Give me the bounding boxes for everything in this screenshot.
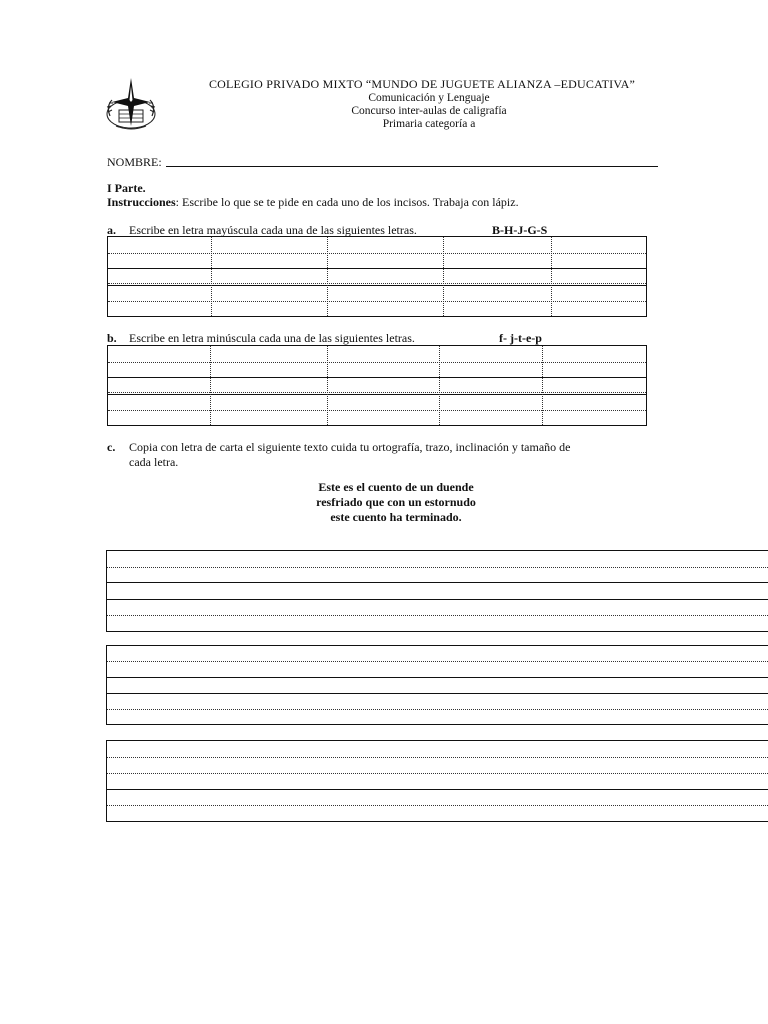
section-c-marker: c. <box>107 440 116 454</box>
guide-line <box>107 709 768 710</box>
guide-line <box>107 615 768 616</box>
copy-writing-box-2[interactable] <box>106 645 768 725</box>
guide-line <box>108 253 646 254</box>
guide-line <box>108 392 646 393</box>
base-line <box>107 677 768 678</box>
guide-line <box>107 773 768 774</box>
school-name: COLEGIO PRIVADO MIXTO “MUNDO DE JUGUETE ALIANZA –EDUCATIVA” <box>208 77 636 91</box>
contest-title: Concurso inter-aulas de caligrafía <box>351 105 507 117</box>
base-line <box>108 285 646 286</box>
section-c-instruction-line1: Copia con letra de carta el siguiente texto cuida tu ortografía, trazo, inclinación y tamaño de <box>129 440 571 454</box>
section-a-letters: B-H-J-G-S <box>492 223 548 237</box>
poem-line: este cuento ha terminado. <box>330 510 462 524</box>
guide-line <box>108 410 646 411</box>
guide-line <box>107 567 768 568</box>
cell-divider <box>542 346 543 425</box>
cell-divider <box>327 346 328 425</box>
poem-line: Este es el cuento de un duende <box>318 480 474 494</box>
guide-line <box>107 805 768 806</box>
guide-line <box>108 301 646 302</box>
cell-divider <box>439 346 440 425</box>
copy-writing-box-3[interactable] <box>106 740 768 822</box>
uppercase-writing-grid[interactable] <box>107 236 647 317</box>
guide-line <box>108 283 646 284</box>
section-b-letters: f- j-t-e-p <box>499 331 542 345</box>
base-line <box>107 693 768 694</box>
poem-line: resfriado que con un estornudo <box>316 495 476 509</box>
copy-writing-box-1[interactable] <box>106 550 768 632</box>
base-line <box>107 582 768 583</box>
guide-line <box>107 661 768 662</box>
base-line <box>108 394 646 395</box>
section-b-marker: b. <box>107 331 117 345</box>
cell-divider <box>443 237 444 316</box>
part-title: I Parte. <box>107 181 146 195</box>
base-line <box>108 268 646 269</box>
category-title: Primaria categoría a <box>382 118 476 130</box>
cell-divider <box>210 346 211 425</box>
cell-divider <box>551 237 552 316</box>
section-c-instruction-line2: cada letra. <box>129 455 179 469</box>
cell-divider <box>211 237 212 316</box>
instructions-label: Instrucciones <box>107 195 176 209</box>
instructions-text: : Escribe lo que se te pide en cada uno de los incisos. Trabaja con lápiz. <box>175 195 519 209</box>
base-line <box>108 377 646 378</box>
guide-line <box>107 757 768 758</box>
subject-title: Comunicación y Lenguaje <box>368 92 490 104</box>
guide-line <box>108 362 646 363</box>
base-line <box>107 789 768 790</box>
section-b-instruction: Escribe en letra minúscula cada una de las siguientes letras. <box>129 331 415 345</box>
cell-divider <box>327 237 328 316</box>
section-a-marker: a. <box>107 223 116 237</box>
instructions <box>107 195 519 209</box>
base-line <box>107 599 768 600</box>
name-field[interactable] <box>166 166 658 167</box>
lowercase-writing-grid[interactable] <box>107 345 647 426</box>
name-label: NOMBRE: <box>107 155 162 169</box>
section-a-instruction: Escribe en letra mayúscula cada una de las siguientes letras. <box>129 223 417 237</box>
